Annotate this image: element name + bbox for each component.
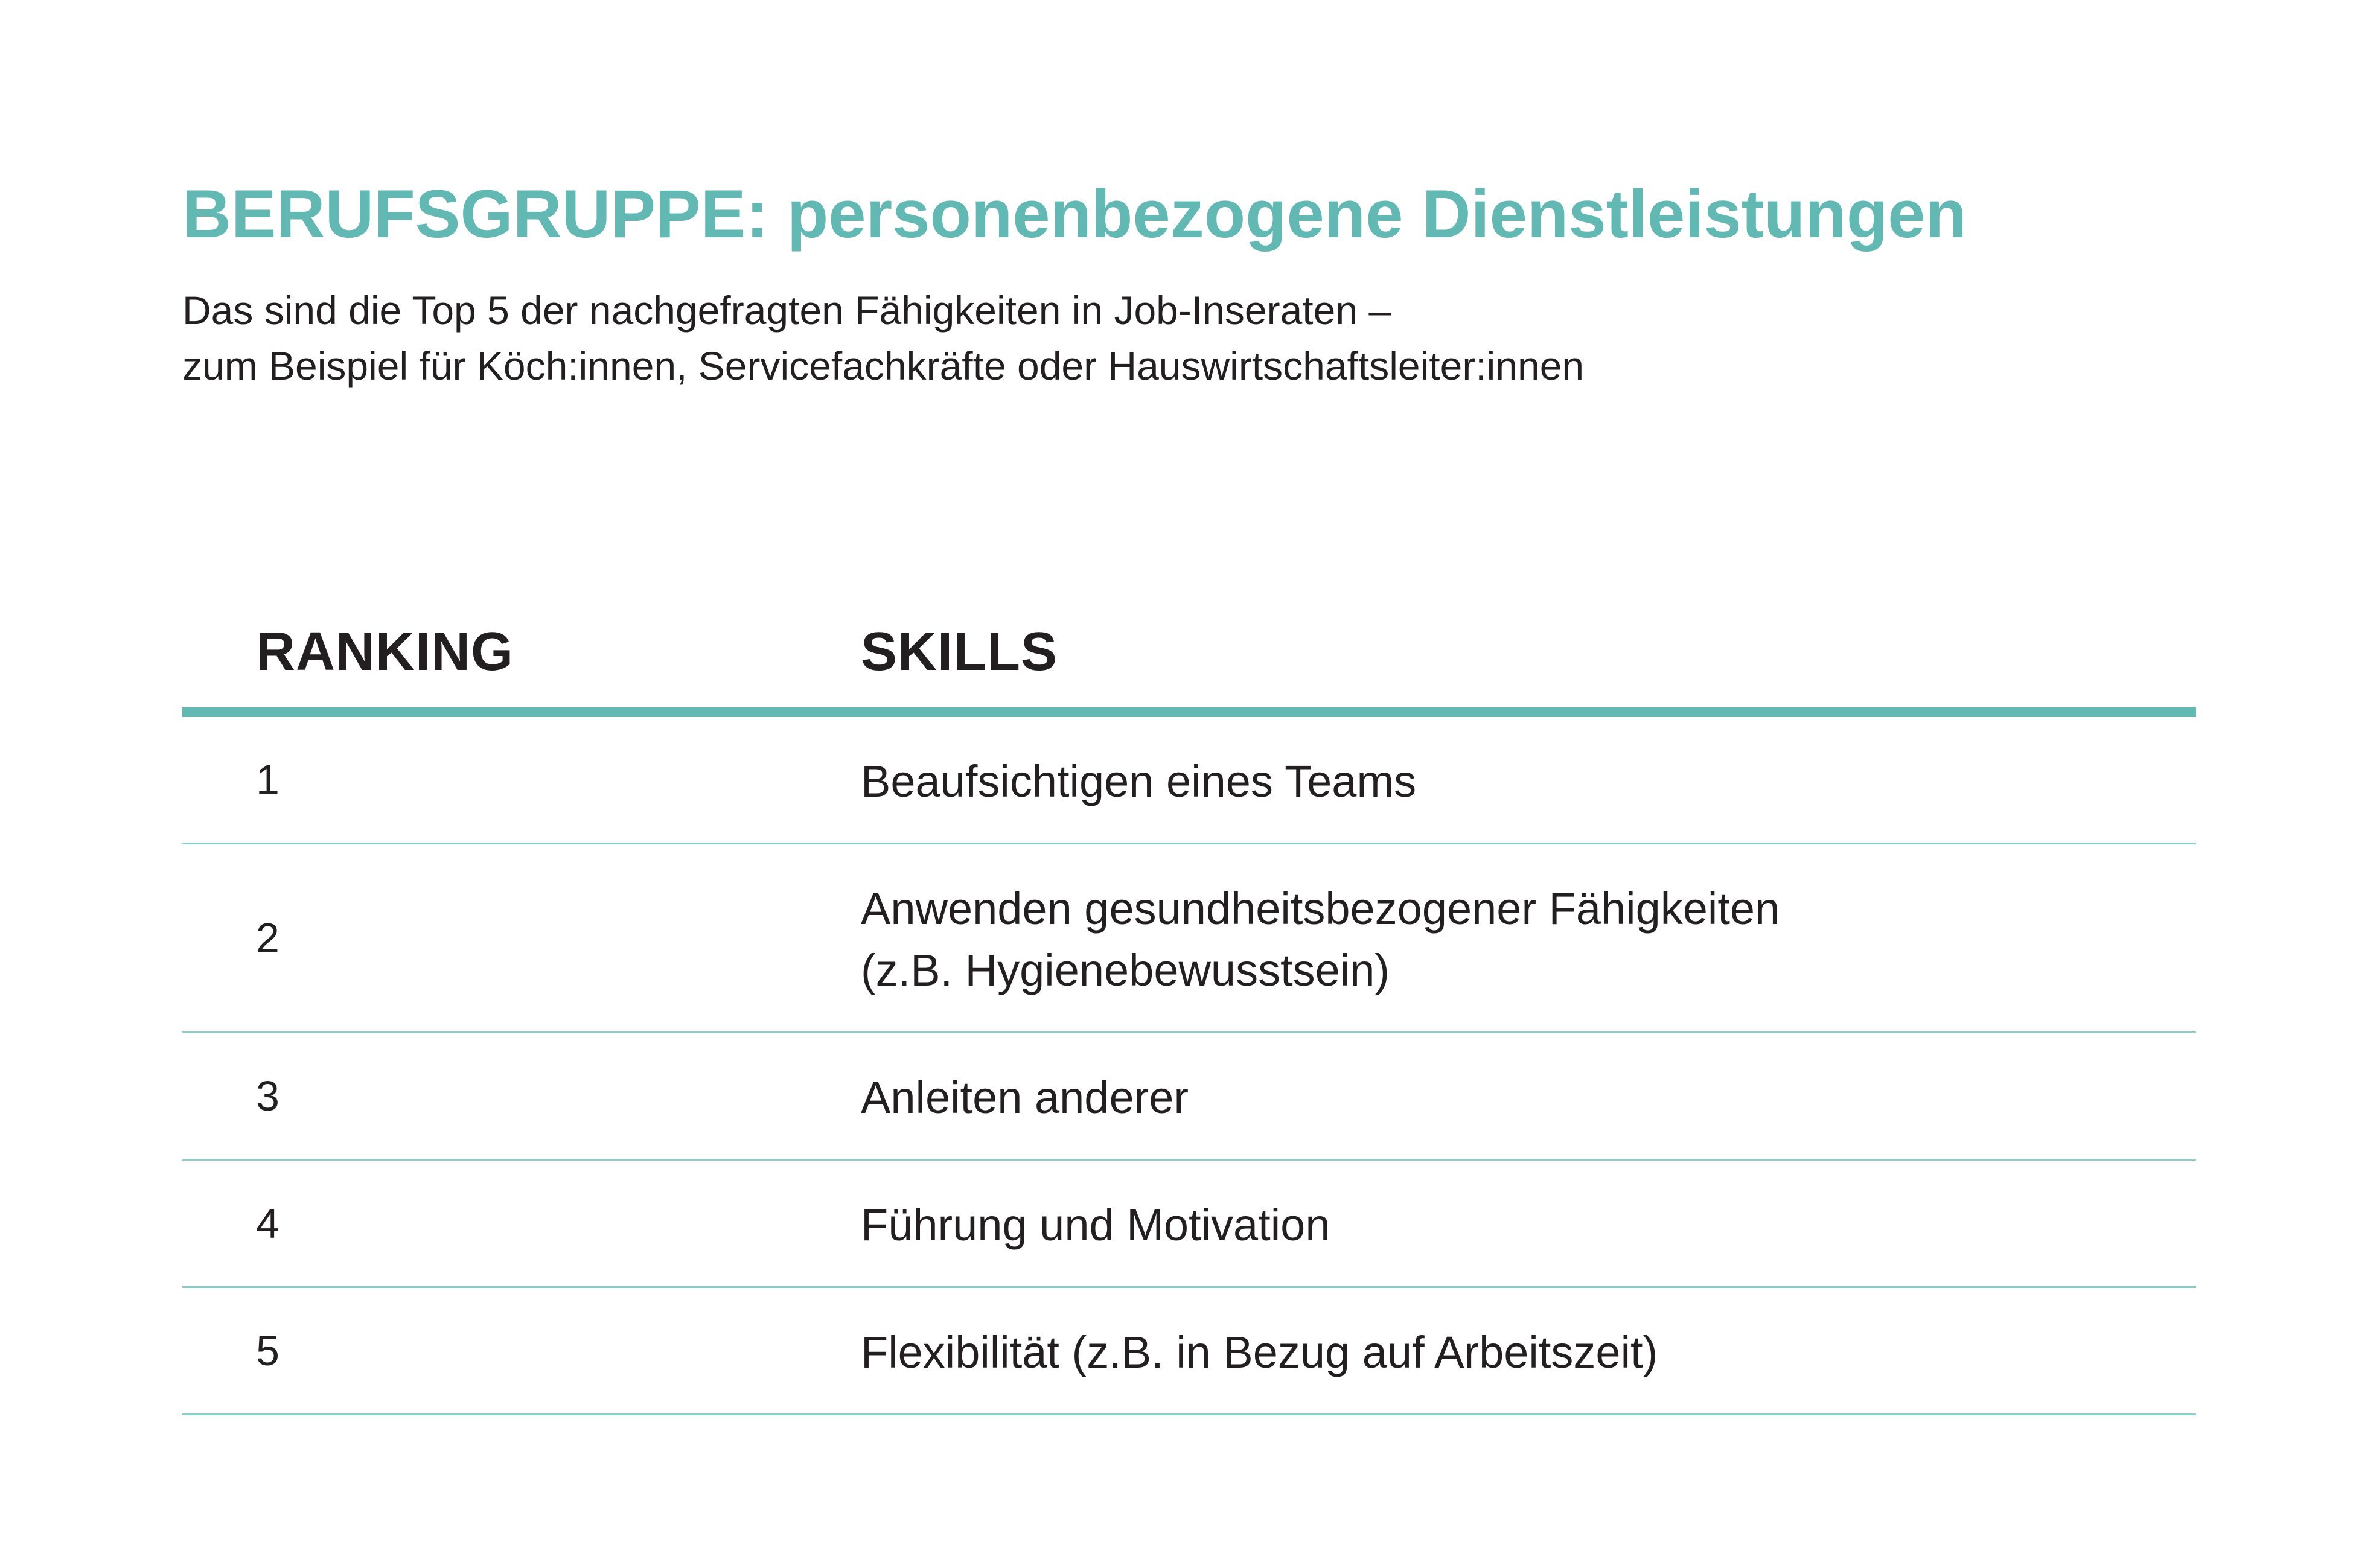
table-row xyxy=(182,1161,2196,1288)
skill-text: Beaufsichtigen eines Teams xyxy=(861,756,1417,806)
table-row xyxy=(182,1288,2196,1415)
column-header-ranking: RANKING xyxy=(256,622,514,682)
table-row xyxy=(182,717,2196,844)
skill-cell xyxy=(861,1033,2196,1159)
rank-cell: 4 xyxy=(256,1200,279,1247)
subtitle-line-1: Das sind die Top 5 der nachgefragten Fähigkeiten in Job-Inseraten – xyxy=(182,288,1391,333)
rank-cell: 3 xyxy=(256,1072,279,1120)
skill-cell xyxy=(861,844,2196,1031)
skill-cell xyxy=(861,1288,2196,1413)
page-title: BERUFSGRUPPE: personenbezogene Dienstleistungen xyxy=(182,176,1967,252)
skill-text: Führung und Motivation xyxy=(861,1200,1330,1250)
skill-cell xyxy=(861,1161,2196,1286)
skill-text: Anwenden gesundheitsbezogener Fähigkeiten xyxy=(861,884,1780,934)
rank-cell: 5 xyxy=(256,1327,279,1374)
table-row xyxy=(182,844,2196,1033)
skill-cell xyxy=(861,717,2196,843)
subtitle-line-2: zum Beispiel für Köch:innen, Servicefachkräfte oder Hauswirtschaftsleiter:innen xyxy=(182,343,1585,388)
skill-text-continued: (z.B. Hygienebewusstsein) xyxy=(861,945,1390,995)
skill-text: Anleiten anderer xyxy=(861,1072,1189,1123)
table-row xyxy=(182,1033,2196,1161)
column-header-skills: SKILLS xyxy=(861,622,1058,682)
skill-text: Flexibilität (z.B. in Bezug auf Arbeitszeit) xyxy=(861,1327,1658,1377)
rank-cell: 1 xyxy=(256,756,279,803)
page-subtitle xyxy=(182,282,1584,394)
rank-cell: 2 xyxy=(256,914,279,961)
skills-ranking-table xyxy=(182,598,2196,1415)
table-header xyxy=(182,598,2196,717)
